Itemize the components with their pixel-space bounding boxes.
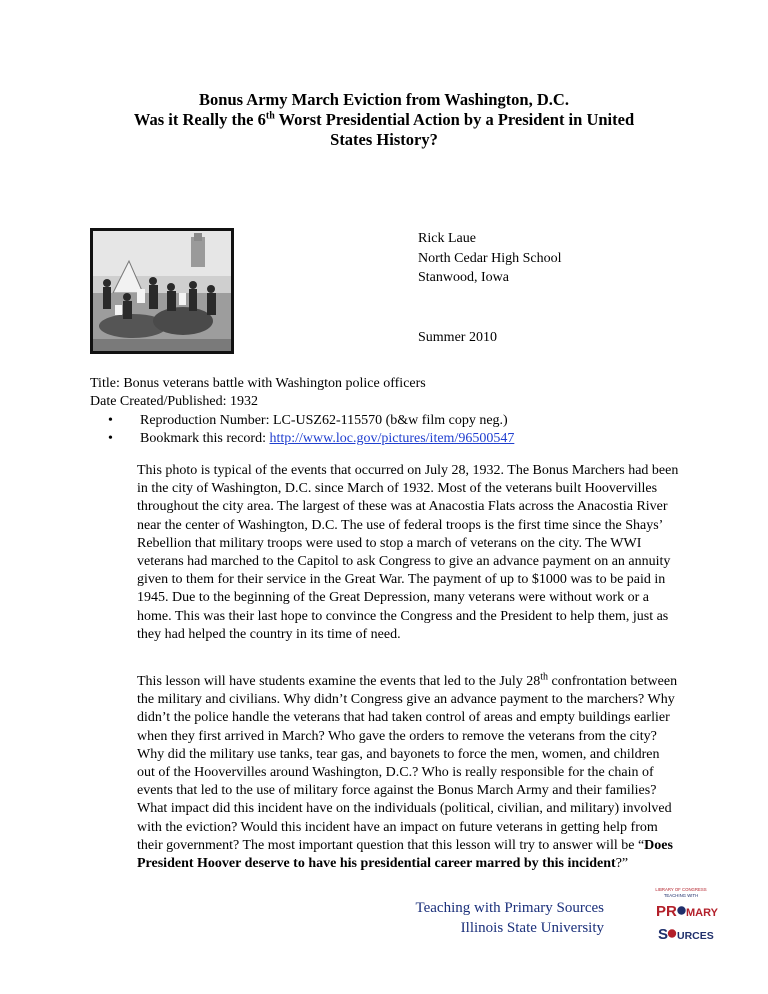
logo-top-text: LIBRARY OF CONGRESS (655, 887, 707, 892)
primary-sources-logo (654, 886, 718, 948)
key-question: Does President Hoover deserve to have his presidential career marred by this incident (137, 837, 673, 872)
record-date: Date Created/Published: 1932 (90, 394, 258, 409)
document-title (100, 90, 668, 150)
title-line-2: Was it Really the 6th Worst Presidential Action by a President in United (133, 110, 635, 129)
bonus-army-photo (90, 228, 234, 354)
record-meta (90, 375, 426, 411)
author-school: North Cedar High School (418, 250, 562, 266)
list-item: • Bookmark this record: http://www.loc.gov/pictures/item/96500547 (90, 430, 514, 448)
logo-word-pr: PR (656, 903, 677, 920)
footer-line-2: Illinois State University (460, 920, 604, 936)
author-name: Rick Laue (418, 231, 476, 246)
record-title: Title: Bonus veterans battle with Washington police officers (90, 376, 426, 391)
author-location: Stanwood, Iowa (418, 270, 509, 285)
paragraph-1: This photo is typical of the events that occurred on July 28, 1932. The Bonus Marchers had been in the city of Washington, D.C. since March of 1932. Most of the veterans built Hoovervilles throughout the city area. The largest of these was at Anacostia Flats across the Anacostia River near the center of Washington, D.C. The use of federal troops is the first time since the Shays’ Rebellion that military troops were used to stop a march of veterans on the city. The WWI veterans had marched to the Capitol to ask Congress to give an advance payment on an annuity given to them for their service in the Great War. The payment of up to $1000 was to be paid in 1945. Due to the beginning of the Great Depression, many veterans were without work or a home. This was their last hope to convince the Congress and the President to help them, just as they had helped the country in its time of need. (137, 463, 679, 642)
paragraph-2: This lesson will have students examine the events that led to the July 28th confrontation between the military and civilians. Why didn’t Congress give an advance payment to the marchers? Why didn’t the police handle the veterans that had taken control of areas and empty buildings earlier when they first arrived in March? Who gave the orders to remove the veterans from the city? Why did the military use tanks, tear gas, and bayonets to force the men, women, and children out of the Hoovervilles around Washington, D.C.? Who is really responsible for the chain of events that led to the use of military force against the Bonus March Army and their families? What impact did this incident have on the individuals (political, civilian, and military) involved with the eviction? Would this incident have an impact on future veterans in getting help from their government? The most important question that this lesson will try to answer will be “Does President Hoover deserve to have his presidential career marred by this incident?” (137, 671, 678, 872)
logo-dot-icon-2 (668, 929, 676, 937)
logo-mid-text: TEACHING WITH (663, 893, 699, 898)
title-line-3: States History? (330, 130, 438, 149)
logo-word-s: S (658, 926, 669, 943)
title-line-1: Bonus Army March Eviction from Washington, D.C. (199, 90, 569, 109)
author-block (418, 229, 561, 288)
record-bullets (90, 412, 514, 448)
list-item: • Reproduction Number: LC-USZ62-115570 (b&w film copy neg.) (90, 412, 514, 430)
author-date: Summer 2010 (418, 330, 497, 345)
logo-word-mary: MARY (686, 907, 718, 919)
footer (416, 898, 605, 938)
logo-dot-icon (677, 906, 685, 914)
logo-word-urces: URCES (677, 930, 714, 942)
record-link[interactable]: http://www.loc.gov/pictures/item/96500547 (269, 431, 515, 446)
footer-line-1: Teaching with Primary Sources (415, 900, 604, 916)
